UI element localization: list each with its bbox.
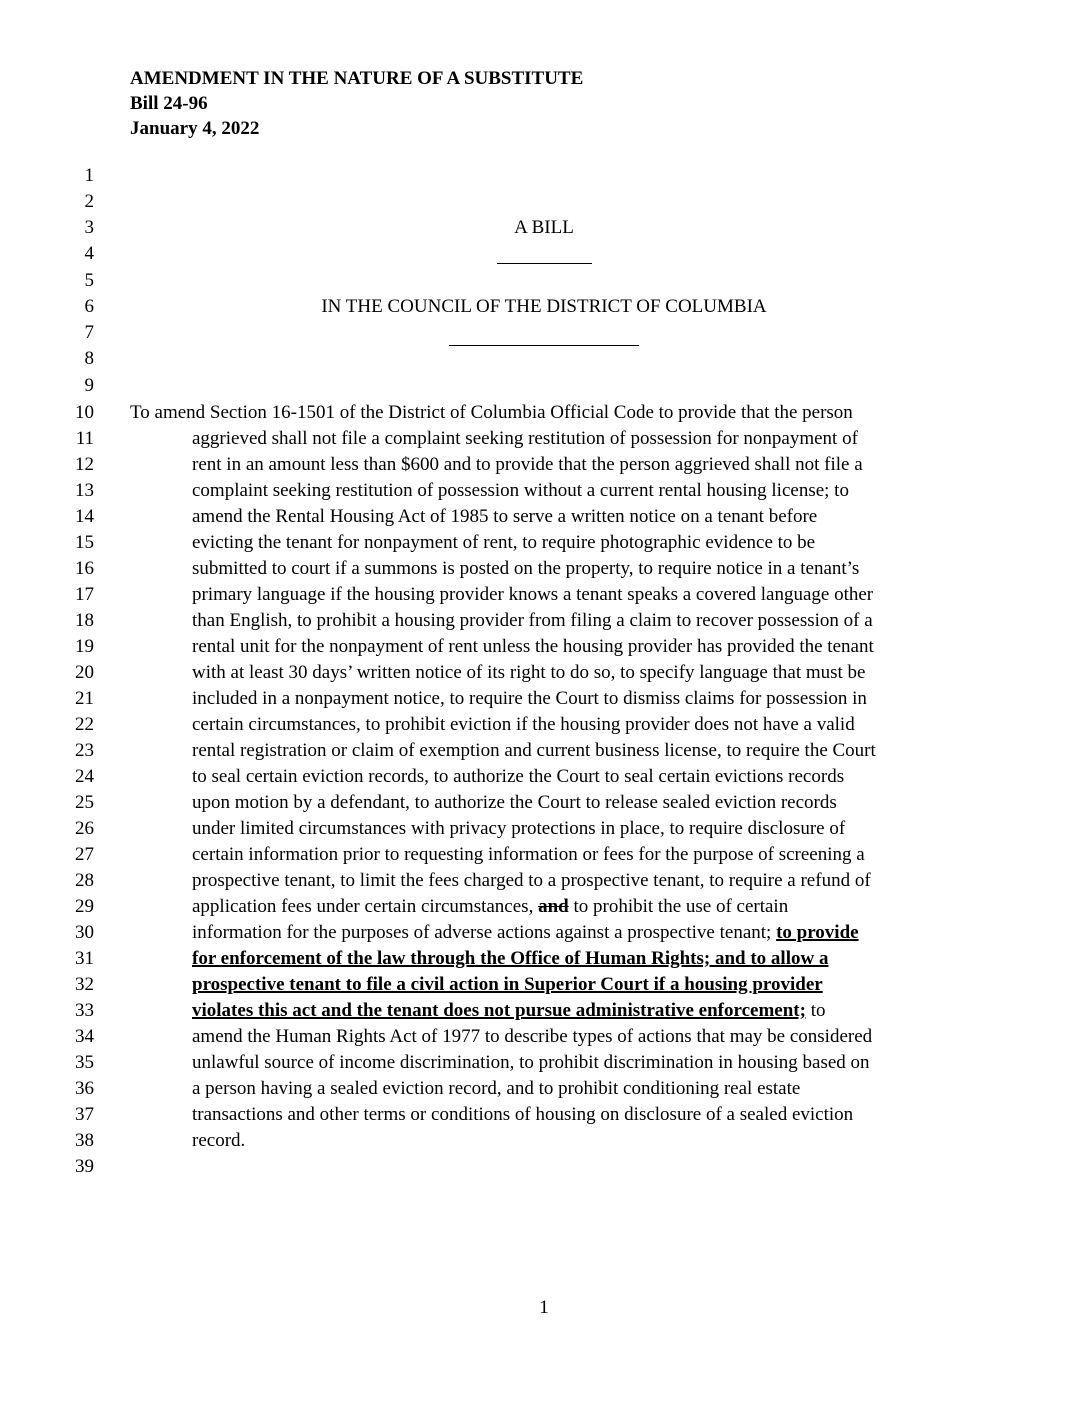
bill-heading-rule xyxy=(497,263,592,264)
body-line xyxy=(0,738,1088,764)
long-title-text: rental registration or claim of exemption and current business license, to require the Court xyxy=(192,740,876,761)
long-title-text: under limited circumstances with privacy protections in place, to require disclosure of xyxy=(192,818,846,839)
council-heading-rule xyxy=(449,345,639,346)
line-number: 36 xyxy=(75,1078,94,1099)
long-title-text: with at least 30 days’ written notice of its right to do so, to specify language that must be xyxy=(192,662,866,683)
body-line xyxy=(0,634,1088,660)
line-number: 33 xyxy=(75,1000,94,1021)
line-number: 31 xyxy=(75,948,94,969)
body-line xyxy=(0,1050,1088,1076)
body-line xyxy=(0,946,1088,972)
line-number-row xyxy=(0,320,1088,346)
line-number-row xyxy=(0,1154,1088,1180)
bill-number: Bill 24-96 xyxy=(130,93,208,114)
long-title-text: unlawful source of income discrimination, to prohibit discrimination in housing based on xyxy=(192,1052,870,1073)
line-number: 13 xyxy=(75,480,94,501)
amendment-date: January 4, 2022 xyxy=(130,118,260,139)
line-number: 32 xyxy=(75,974,94,995)
inserted-text: to provide xyxy=(776,922,859,943)
page-number: 1 xyxy=(539,1297,549,1318)
line-number: 34 xyxy=(75,1026,94,1047)
long-title-text: record. xyxy=(192,1130,246,1151)
deleted-text: and xyxy=(538,896,569,917)
line-number: 22 xyxy=(75,714,94,735)
line-number: 16 xyxy=(75,558,94,579)
text-segment: information for the purposes of adverse actions against a prospective tenant; xyxy=(192,922,777,943)
line-number: 6 xyxy=(84,296,94,317)
body-line xyxy=(0,452,1088,478)
line-number-row xyxy=(0,373,1088,399)
long-title-text: certain circumstances, to prohibit eviction if the housing provider does not have a valid xyxy=(192,714,855,735)
long-title-text: aggrieved shall not file a complaint seeking restitution of possession for nonpayment of xyxy=(192,428,858,449)
long-title-text: To amend Section 16-1501 of the District of Columbia Official Code to provide that the person xyxy=(130,402,853,423)
line-number: 3 xyxy=(84,217,94,238)
body-line xyxy=(0,816,1088,842)
body-line xyxy=(0,868,1088,894)
line-number: 24 xyxy=(75,766,94,787)
long-title-text: to seal certain eviction records, to authorize the Court to seal certain evictions records xyxy=(192,766,845,787)
body-line xyxy=(0,530,1088,556)
body-line xyxy=(0,478,1088,504)
body-line xyxy=(0,400,1088,426)
line-number: 25 xyxy=(75,792,94,813)
long-title-text xyxy=(192,920,859,946)
long-title-text: amend the Rental Housing Act of 1985 to serve a written notice on a tenant before xyxy=(192,506,818,527)
long-title-text: than English, to prohibit a housing provider from filing a claim to recover possession of a xyxy=(192,610,873,631)
line-number: 7 xyxy=(84,322,94,343)
line-number: 20 xyxy=(75,662,94,683)
line-number: 4 xyxy=(84,243,94,264)
long-title-text: rental unit for the nonpayment of rent unless the housing provider has provided the tenant xyxy=(192,636,874,657)
long-title-text: upon motion by a defendant, to authorize the Court to release sealed eviction records xyxy=(192,792,837,813)
line-number: 8 xyxy=(84,348,94,369)
line-number: 5 xyxy=(84,270,94,291)
line-number: 15 xyxy=(75,532,94,553)
line-number: 23 xyxy=(75,740,94,761)
line-number: 17 xyxy=(75,584,94,605)
body-line xyxy=(0,712,1088,738)
line-number: 37 xyxy=(75,1104,94,1125)
line-number: 29 xyxy=(75,896,94,917)
line-number-row xyxy=(0,163,1088,189)
body-line xyxy=(0,582,1088,608)
line-number: 38 xyxy=(75,1130,94,1151)
body-line xyxy=(0,686,1088,712)
body-line xyxy=(0,1102,1088,1128)
line-number: 26 xyxy=(75,818,94,839)
line-number: 35 xyxy=(75,1052,94,1073)
long-title-text: certain information prior to requesting information or fees for the purpose of screening a xyxy=(192,844,865,865)
bill-heading: A BILL xyxy=(514,217,574,238)
line-number: 11 xyxy=(75,428,94,449)
council-heading-line xyxy=(0,294,1088,320)
line-number: 30 xyxy=(75,922,94,943)
line-number: 9 xyxy=(84,375,94,396)
line-number: 21 xyxy=(75,688,94,709)
body-line xyxy=(0,998,1088,1024)
line-number: 10 xyxy=(75,402,94,423)
line-number-row xyxy=(0,268,1088,294)
long-title-text: complaint seeking restitution of possession without a current rental housing license; to xyxy=(192,480,849,501)
line-number: 12 xyxy=(75,454,94,475)
body-line xyxy=(0,556,1088,582)
body-line xyxy=(0,764,1088,790)
text-segment: to xyxy=(805,1000,826,1021)
long-title-text: rent in an amount less than $600 and to provide that the person aggrieved shall not file a xyxy=(192,454,863,475)
long-title-text: primary language if the housing provider knows a tenant speaks a covered language other xyxy=(192,584,874,605)
inserted-text: prospective tenant to file a civil action in Superior Court if a housing provider xyxy=(192,974,823,995)
line-number-row xyxy=(0,189,1088,215)
long-title-text xyxy=(192,998,825,1024)
body-line xyxy=(0,1128,1088,1154)
line-number: 28 xyxy=(75,870,94,891)
body-line xyxy=(0,894,1088,920)
line-number: 27 xyxy=(75,844,94,865)
line-number: 14 xyxy=(75,506,94,527)
long-title-text: submitted to court if a summons is posted on the property, to require notice in a tenant’s xyxy=(192,558,860,579)
long-title-text: included in a nonpayment notice, to require the Court to dismiss claims for possession in xyxy=(192,688,867,709)
text-segment: to prohibit the use of certain xyxy=(568,896,789,917)
long-title-text: transactions and other terms or conditions of housing on disclosure of a sealed eviction xyxy=(192,1104,854,1125)
body-line xyxy=(0,426,1088,452)
line-number: 39 xyxy=(75,1156,94,1177)
body-line xyxy=(0,608,1088,634)
text-segment: application fees under certain circumstances, xyxy=(192,896,539,917)
body-line xyxy=(0,790,1088,816)
long-title-text xyxy=(192,894,788,920)
inserted-text: violates this act and the tenant does not pursue administrative enforcement; xyxy=(192,1000,806,1021)
body-line xyxy=(0,842,1088,868)
bill-heading-line xyxy=(0,215,1088,241)
line-number: 2 xyxy=(84,191,94,212)
body-line xyxy=(0,504,1088,530)
amendment-title: AMENDMENT IN THE NATURE OF A SUBSTITUTE xyxy=(130,68,584,89)
line-number: 19 xyxy=(75,636,94,657)
amendment-header xyxy=(130,66,583,141)
inserted-text: for enforcement of the law through the Office of Human Rights; and to allow a xyxy=(192,948,829,969)
long-title-text: evicting the tenant for nonpayment of rent, to require photographic evidence to be xyxy=(192,532,816,553)
body-line xyxy=(0,920,1088,946)
body-line xyxy=(0,972,1088,998)
body-line xyxy=(0,1076,1088,1102)
body-line xyxy=(0,660,1088,686)
line-number: 18 xyxy=(75,610,94,631)
long-title-text: a person having a sealed eviction record, and to prohibit conditioning real estate xyxy=(192,1078,801,1099)
body-line xyxy=(0,1024,1088,1050)
long-title-text: prospective tenant, to limit the fees charged to a prospective tenant, to require a refund of xyxy=(192,870,871,891)
long-title-text: amend the Human Rights Act of 1977 to describe types of actions that may be considered xyxy=(192,1026,873,1047)
line-number-row xyxy=(0,346,1088,372)
line-number: 1 xyxy=(84,165,94,186)
council-heading: IN THE COUNCIL OF THE DISTRICT OF COLUMBIA xyxy=(321,296,767,317)
